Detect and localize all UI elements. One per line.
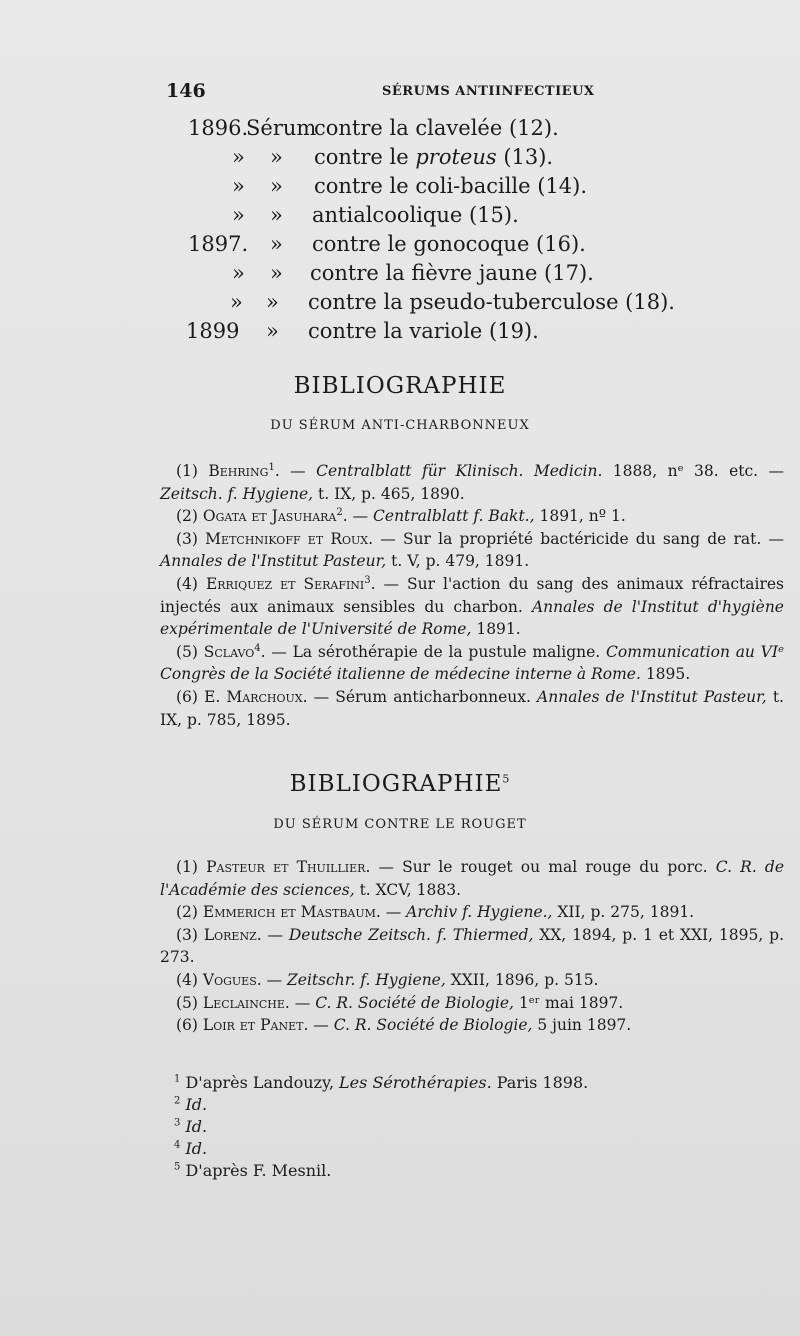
bibliography-subtitle: DU SÉRUM CONTRE LE ROUGET <box>273 817 527 832</box>
page-header <box>0 80 800 104</box>
serum-ditto: » <box>270 232 283 256</box>
serum-ditto: Sérum <box>246 116 317 140</box>
bib-entry: (3) Lorenz. — Deutsche Zeitsch. f. Thiermed, XX, 1894, p. 1 et XXI, 1895, p. 273. <box>160 925 784 967</box>
serum-list <box>0 116 800 348</box>
serum-row <box>0 174 800 203</box>
bib-entry: (5) Sclavo$^4$. — La sérothérapie de la pustule maligne. Communication au VIᵉ Congrès de la Société italienne de médecine interne à Rome. 1895. <box>160 642 784 684</box>
serum-text: contre la fièvre jaune (17). <box>310 261 594 285</box>
serum-text: contre le proteus (13). <box>314 145 554 169</box>
serum-row <box>0 319 800 348</box>
serum-year: » <box>232 174 245 198</box>
serum-year: 1896. <box>188 116 249 140</box>
bib-entry: (6) Loir et Panet. — C. R. Société de Biologie, 5 juin 1897. <box>176 1016 632 1035</box>
bibliography-list <box>160 460 784 731</box>
footnote: $^4$ Id. <box>174 1139 208 1158</box>
serum-text: contre la pseudo-tuberculose (18). <box>308 290 675 314</box>
page-number: 146 <box>166 80 206 102</box>
serum-ditto: » <box>270 145 283 169</box>
bib-entry: (3) Metchnikoff et Roux. — Sur la propriété bactéricide du sang de rat. — Annales de l'Institut Pasteur, t. V, p. 479, 1891. <box>160 529 784 571</box>
serum-year: 1899 <box>186 319 240 343</box>
serum-text: contre la clavelée (12). <box>314 116 559 140</box>
bibliography-title: BIBLIOGRAPHIE <box>293 373 507 399</box>
bib-entry: (4) Erriquez et Serafini$^3$. — Sur l'action du sang des animaux réfractaires injectés aux animaux sensibles du charbon. Annales de l'Institut d'hygiène expérimentale de l'Université de Rome, 1891. <box>160 574 785 639</box>
bib-entry: (4) Vogues. — Zeitschr. f. Hygiene, XXII, 1896, p. 515. <box>176 970 599 989</box>
bib-entry: (2) Ogata et Jasuhara$^2$. — Centralblatt f. Bakt., 1891, nº 1. <box>176 507 626 526</box>
bib-entry: (1) Behring$^1$. — Centralblatt für Klinisch. Medicin. 1888, nᵉ 38. etc. — Zeitsch. f. Hygiene, t. IX, p. 465, 1890. <box>160 461 785 503</box>
serum-row <box>0 261 800 290</box>
serum-row <box>0 116 800 145</box>
serum-row <box>0 290 800 319</box>
serum-ditto: » <box>266 290 279 314</box>
serum-row <box>0 145 800 174</box>
bibliography-list <box>160 856 784 1037</box>
footnote: $^5$ D'après F. Mesnil. <box>174 1161 332 1180</box>
serum-ditto: » <box>270 261 283 285</box>
bibliography-subtitle: DU SÉRUM ANTI-CHARBONNEUX <box>270 418 530 433</box>
serum-text: contre la variole (19). <box>308 319 539 343</box>
serum-year: » <box>230 290 243 314</box>
footnote: $^2$ Id. <box>174 1095 208 1114</box>
footnote: $^1$ D'après Landouzy, Les Sérothérapies. Paris 1898. <box>174 1073 589 1092</box>
serum-text: antialcoolique (15). <box>312 203 519 227</box>
serum-ditto: » <box>266 319 279 343</box>
footnotes <box>174 1072 774 1182</box>
serum-ditto: » <box>270 174 283 198</box>
bib-entry: (6) E. Marchoux. — Sérum anticharbonneux. Annales de l'Institut Pasteur, t. IX, p. 785, 1895. <box>160 687 784 729</box>
serum-year: » <box>232 261 245 285</box>
serum-row <box>0 203 800 232</box>
footnote: $^3$ Id. <box>174 1117 208 1136</box>
serum-row <box>0 232 800 261</box>
bib-entry: (5) Leclainche. — C. R. Société de Biologie, 1ᵉʳ mai 1897. <box>176 993 624 1012</box>
bib-entry: (2) Emmerich et Mastbaum. — Archiv f. Hygiene., XII, p. 275, 1891. <box>176 903 695 922</box>
serum-year: » <box>232 203 245 227</box>
serum-text: contre le coli-bacille (14). <box>314 174 588 198</box>
bibliography-title: BIBLIOGRAPHIE$^5$ <box>289 771 511 797</box>
serum-ditto: » <box>270 203 283 227</box>
serum-year: » <box>232 145 245 169</box>
running-head: SÉRUMS ANTIINFECTIEUX <box>382 84 595 99</box>
bib-entry: (1) Pasteur et Thuillier. — Sur le rouget ou mal rouge du porc. C. R. de l'Académie des sciences, t. XCV, 1883. <box>160 858 784 899</box>
serum-text: contre le gonocoque (16). <box>312 232 586 256</box>
serum-year: 1897. <box>188 232 249 256</box>
